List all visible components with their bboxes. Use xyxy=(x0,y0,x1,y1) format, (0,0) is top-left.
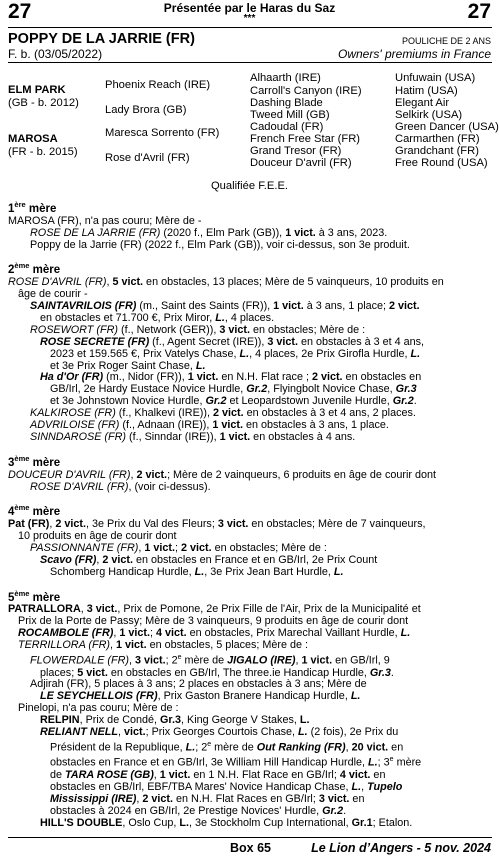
dam-info: (FR - b. 2015) xyxy=(8,146,78,158)
top-rule xyxy=(8,27,492,28)
section-5: 5ème mère xyxy=(8,588,61,604)
gen4-1: Unfuwain (USA) xyxy=(395,72,476,84)
box-number: Box 65 xyxy=(230,841,271,855)
gen4-3: Elegant Air xyxy=(395,97,450,109)
section-4: 4ème mère xyxy=(8,503,61,519)
qualified: Qualifiée F.E.E. xyxy=(210,180,289,192)
gen3-7: Grand Tresor (FR) xyxy=(250,145,342,157)
horse-sub: F. b. (03/05/2022) xyxy=(8,47,103,61)
footer-rule xyxy=(8,837,492,838)
gen4-8: Free Round (USA) xyxy=(395,157,488,169)
gen3-1: Alhaarth (IRE) xyxy=(250,72,321,84)
lot-number-right: 27 xyxy=(467,0,491,23)
section-2: 2ème mère xyxy=(8,261,61,277)
gen3-2: Carroll's Canyon (IRE) xyxy=(250,85,362,97)
gen3-3: Dashing Blade xyxy=(250,97,323,109)
presenter: Présentée par le Haras du Saz xyxy=(163,1,336,15)
gen3-4: Tweed Mill (GB) xyxy=(250,109,330,121)
name-rule xyxy=(8,62,492,63)
grandsire-1: Phoenix Reach (IRE) xyxy=(105,79,211,91)
event-info: Le Lion d’Angers - 5 nov. 2024 xyxy=(311,841,491,855)
granddam-1: Lady Brora (GB) xyxy=(105,104,187,116)
section-3: 3ème mère xyxy=(8,453,61,469)
dam-name: MAROSA xyxy=(8,133,58,145)
granddam-2: Rose d'Avril (FR) xyxy=(105,152,190,164)
gen3-5: Cadoudal (FR) xyxy=(250,121,324,133)
lot-number-left: 27 xyxy=(8,0,32,23)
gen3-8: Douceur D'avril (FR) xyxy=(250,157,352,169)
section-1: 1ère mère xyxy=(8,200,57,215)
gen4-6: Carmarthen (FR) xyxy=(395,133,480,145)
gen4-5: Green Dancer (USA) xyxy=(395,121,499,133)
sire-info: (GB - b. 2012) xyxy=(8,97,79,109)
gen3-6: French Free Star (FR) xyxy=(250,133,361,145)
family-notes: 1ère mère MAROSA (FR), n'a pas couru; Mère de - ROSE DE LA JARRIE (FR) (2020 f., Elm Park (GB)), 1 vict. à 3 ans, 2023. Poppy de la Jarrie (FR) (2022 f., Elm Park (GB)), voir ci-dessus, son 3e produit. 2ème mère ROSE D'AVRIL (FR), 5 vict. en obstacles, 13 places; Mère de 5 vainqueurs, 10 produits en âge de courir - SAINTAVRILOIS (FR) (m., Saint des Saints (FR)), 1 vict. à 3 ans, 1 place; 2 vict. en obstacles et 71.700 €, Prix Miror, L., 4 places. ROSEWORT (FR) (f., Network (GER)), 3 vict. en obstacles; Mère de : ROSE SECRETE (FR) (f., Agent Secret (IRE)), 3 vict. en obstacles à 3 et 4 ans, 2023 et 159.565 €, Prix Vatelys Chase, L., 4 places, 2e Prix Girofla Hurdle, L. et 3e Prix Roger Saint Chase, L. Ha d'Or (FR) (m., Nidor (FR)), 1 vict. en N.H. Flat race ; 2 vict. en obstacles en GB/Irl, 2e Hardy Eustace Novice Hurdle, Gr.2, Flyingbolt Novice Chase, Gr.3 et 3e Johnstown Novice Hurdle, Gr.2 et Leopardstown Juvenile Hurdle, Gr.2. KALKIROSE (FR) (f., Khalkevi (IRE)), 2 vict. en obstacles à 3 et 4 ans, 2 places. ADVRILOISE (FR) (f., Adnaan (IRE)), 1 vict. en obstacles à 3 ans, 1 place. SINNDAROSE (FR) (f., Sinndar (IRE)), 1 vict. en obstacles à 4 ans. 3ème mère DOUCEUR D'AVRIL (FR), 2 vict.; Mère de 2 vainqueurs, 6 produits en âge de courir dont ROSE D'AVRIL (FR), (voir ci-dessus). 4ème mère Pat (FR), 2 vict., 3e Prix du Val des Fleurs; 3 vict. en obstacles; Mère de 7 vainqueurs, 10 produits en âge de courir dont PASSIONNANTE (FR), 1 vict.; 2 vict. en obstacles; Mère de : Scavo (FR), 2 vict. en obstacles en France et en GB/Irl, 2e Prix Count Schomberg Handicap Hurdle, L., 3e Prix Jean Bart Hurdle, L. 5ème mère PATRALLORA, 3 vict., Prix de Pomone, 2e Prix Fille de l'Air, Prix de la Municipalité et Prix de la Porte de Passy; Mère de 3 vainqueurs, 9 produits en âge de courir dont ROCAMBOLE (FR), 1 vict.; 4 vict. en obstacles, Prix Marechal Vaillant Hurdle, L. TERRILLORA (FR), 1 vict. en obstacles, 5 places; Mère de : FLOWERDALE (FR), 3 vict.; 2e mère de JIGALO (IRE), 1 vict. en GB/Irl, 9 places; 5 vict. en obstacles en GB/Irl, The three.ie Handicap Hurdle, Gr.3. Adjirah (FR), 5 places à 3 ans; 2 places en obstacles à 3 ans; Mère de LE SEYCHELLOIS (FR), Prix Gaston Branere Handicap Hurdle, L. Pinelopi, n'a pas couru; Mère de : RELPIN, Prix de Condé, Gr.3, King George V Stakes, L. RELIANT NELL, vict.; Prix Georges Courtois Chase, L. (2 fois), 2e Prix du Président de la Republique, L.; 2e mère de Out Ranking (FR), 20 vict. en obstacles en France et en GB/Irl, 3e William Hill Handicap Hurdle, L.; 3e mère de TARA ROSE (GB), 1 vict. en 1 N.H. Flat Race en GB/Irl; 4 vict. en obstacles en GB/Irl, EBF/TBA Mares' Novice Handicap Chase, L., Tupelo Mississippi (IRE), 2 vict. en N.H. Flat Races en GB/Irl; 3 vict. en obstacles à 2024 en GB/Irl, 2e Prestige Novices' Hurdle, Gr.2. HILL'S DOUBLE, Oslo Cup, L., 3e Stockholm Cup International, Gr.1; Etalon. xyxy=(8,190,494,830)
gen4-4: Selkirk (USA) xyxy=(395,109,463,121)
grandsire-2: Maresca Sorrento (FR) xyxy=(105,127,220,139)
horse-type: POULICHE DE 2 ANS xyxy=(401,36,491,46)
sire-name: ELM PARK xyxy=(8,84,66,96)
owners-premium: Owners' premiums in France xyxy=(338,47,491,61)
gen4-2: Hatim (USA) xyxy=(395,85,458,97)
gen4-7: Grandchant (FR) xyxy=(395,145,479,157)
stars: *** xyxy=(243,13,256,24)
horse-name: POPPY DE LA JARRIE (FR) xyxy=(8,31,195,47)
